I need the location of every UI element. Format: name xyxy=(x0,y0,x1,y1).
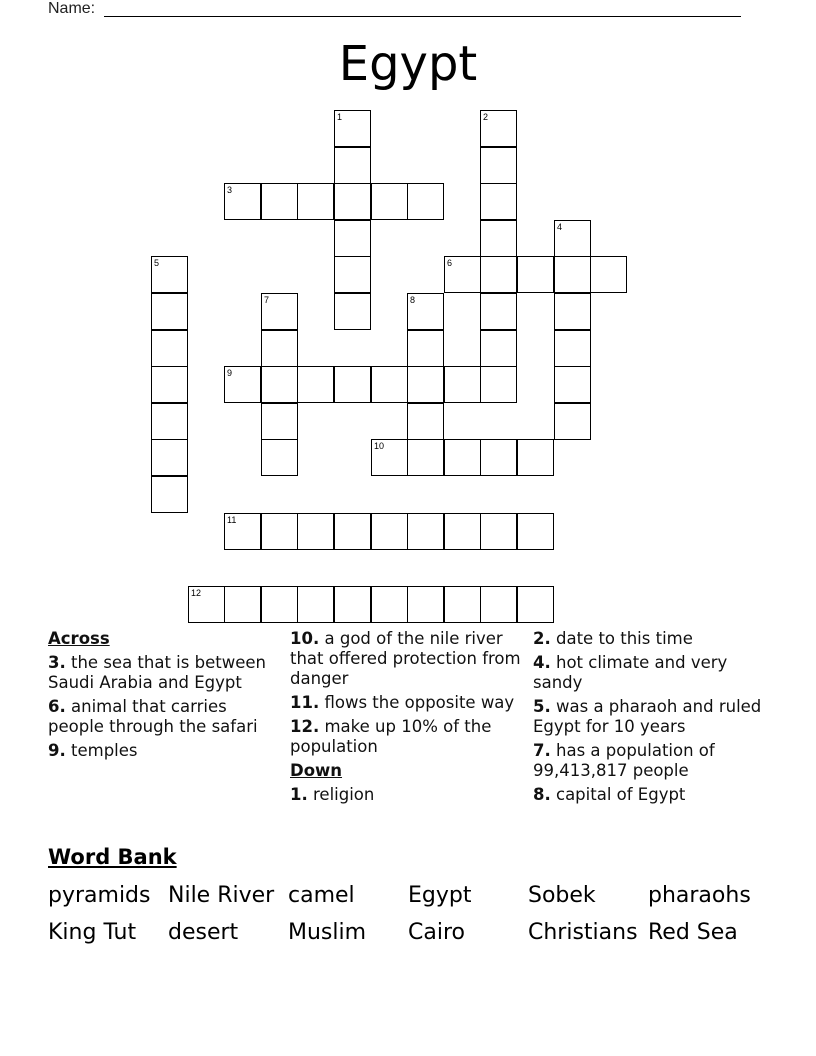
grid-cell[interactable] xyxy=(407,366,444,403)
grid-cell[interactable] xyxy=(444,513,481,550)
cell-number: 2 xyxy=(483,112,489,122)
grid-cell[interactable] xyxy=(334,110,371,147)
grid-cell[interactable] xyxy=(261,293,298,330)
word-bank-word: Sobek xyxy=(528,883,596,908)
cell-number: 8 xyxy=(410,295,416,305)
clue-column-1 xyxy=(48,629,284,765)
clue-item xyxy=(290,693,526,713)
cell-number: 9 xyxy=(227,368,233,378)
clue-text: was a pharaoh and ruled Egypt for 10 years xyxy=(533,697,762,736)
grid-cell[interactable] xyxy=(480,439,517,476)
grid-cell[interactable] xyxy=(334,147,371,184)
clue-text: make up 10% of the population xyxy=(290,717,492,756)
grid-cell[interactable] xyxy=(371,439,408,476)
grid-cell[interactable] xyxy=(334,220,371,257)
clue-item xyxy=(290,785,526,805)
grid-cell[interactable] xyxy=(444,256,481,293)
clue-number: 12. xyxy=(290,717,320,736)
clue-item xyxy=(290,717,526,757)
cell-number: 10 xyxy=(374,441,385,451)
grid-cell[interactable] xyxy=(151,256,188,293)
grid-cell[interactable] xyxy=(554,293,591,330)
clue-text: has a population of 99,413,817 people xyxy=(533,741,715,780)
clue-item xyxy=(533,653,769,693)
clue-item xyxy=(533,697,769,737)
grid-cell[interactable] xyxy=(297,586,334,623)
clue-item xyxy=(533,629,769,649)
grid-cell[interactable] xyxy=(224,366,261,403)
grid-cell[interactable] xyxy=(517,586,554,623)
clue-item xyxy=(533,741,769,781)
clue-item xyxy=(48,741,284,761)
grid-cell[interactable] xyxy=(554,220,591,257)
cell-number: 7 xyxy=(264,295,270,305)
grid-cell[interactable] xyxy=(407,513,444,550)
grid-cell[interactable] xyxy=(334,586,371,623)
cell-number: 5 xyxy=(154,258,160,268)
clue-number: 7. xyxy=(533,741,551,760)
grid-cell[interactable] xyxy=(334,513,371,550)
grid-cell[interactable] xyxy=(480,293,517,330)
cell-number: 6 xyxy=(447,258,453,268)
grid-cell[interactable] xyxy=(151,293,188,330)
word-bank-word: pharaohs xyxy=(648,883,751,908)
clue-item xyxy=(290,629,526,689)
grid-cell[interactable] xyxy=(480,586,517,623)
grid-cell[interactable] xyxy=(334,293,371,330)
grid-cell[interactable] xyxy=(188,586,225,623)
grid-cell[interactable] xyxy=(334,366,371,403)
clue-column-3 xyxy=(533,629,769,809)
grid-cell[interactable] xyxy=(517,513,554,550)
clue-number: 4. xyxy=(533,653,551,672)
grid-cell[interactable] xyxy=(334,183,371,220)
grid-cell[interactable] xyxy=(554,330,591,367)
grid-cell[interactable] xyxy=(224,183,261,220)
cell-number: 1 xyxy=(337,112,343,122)
grid-cell[interactable] xyxy=(297,183,334,220)
grid-cell[interactable] xyxy=(297,366,334,403)
down-heading: Down xyxy=(290,761,343,780)
grid-cell[interactable] xyxy=(371,513,408,550)
grid-cell[interactable] xyxy=(371,366,408,403)
grid-cell[interactable] xyxy=(480,256,517,293)
page-title: Egypt xyxy=(338,36,478,92)
grid-cell[interactable] xyxy=(444,366,481,403)
clue-text: flows the opposite way xyxy=(324,693,515,712)
word-bank-word: King Tut xyxy=(48,920,137,945)
word-bank-word: Egypt xyxy=(408,883,472,908)
grid-cell[interactable] xyxy=(407,183,444,220)
clue-item xyxy=(48,697,284,737)
clue-item xyxy=(48,653,284,693)
grid-cell[interactable] xyxy=(407,293,444,330)
grid-cell[interactable] xyxy=(151,330,188,367)
grid-cell[interactable] xyxy=(151,476,188,513)
across-heading: Across xyxy=(48,629,110,648)
word-bank-word: Muslim xyxy=(288,920,367,945)
grid-cell[interactable] xyxy=(590,256,627,293)
grid-cell[interactable] xyxy=(261,403,298,440)
grid-cell[interactable] xyxy=(407,586,444,623)
clue-number: 10. xyxy=(290,629,320,648)
clue-column-2 xyxy=(290,629,526,809)
clue-number: 5. xyxy=(533,697,551,716)
grid-cell[interactable] xyxy=(334,256,371,293)
grid-cell[interactable] xyxy=(371,586,408,623)
grid-cell[interactable] xyxy=(480,366,517,403)
cell-number: 4 xyxy=(557,222,563,232)
clue-text: animal that carries people through the safari xyxy=(48,697,258,736)
grid-cell[interactable] xyxy=(224,513,261,550)
grid-cell[interactable] xyxy=(261,366,298,403)
clue-text: temples xyxy=(71,741,138,760)
word-bank-title: Word Bank xyxy=(48,845,177,869)
grid-cell[interactable] xyxy=(261,183,298,220)
clue-text: the sea that is between Saudi Arabia and Egypt xyxy=(48,653,266,692)
cell-number: 11 xyxy=(227,515,237,525)
clue-text: a god of the nile river that offered protection from danger xyxy=(290,629,521,688)
grid-cell[interactable] xyxy=(517,256,554,293)
grid-cell[interactable] xyxy=(554,403,591,440)
clue-text: religion xyxy=(313,785,375,804)
cell-number: 3 xyxy=(227,185,233,195)
grid-cell[interactable] xyxy=(261,586,298,623)
grid-cell[interactable] xyxy=(517,439,554,476)
grid-cell[interactable] xyxy=(407,439,444,476)
clue-text: date to this time xyxy=(556,629,693,648)
grid-cell[interactable] xyxy=(480,330,517,367)
grid-cell[interactable] xyxy=(151,439,188,476)
grid-cell[interactable] xyxy=(297,513,334,550)
clue-number: 6. xyxy=(48,697,66,716)
clue-number: 3. xyxy=(48,653,66,672)
word-bank-word: desert xyxy=(168,920,239,945)
clue-text: hot climate and very sandy xyxy=(533,653,728,692)
grid-cell[interactable] xyxy=(224,586,261,623)
word-bank-word: pyramids xyxy=(48,883,151,908)
grid-cell[interactable] xyxy=(444,439,481,476)
clue-item xyxy=(533,785,769,805)
grid-cell[interactable] xyxy=(480,183,517,220)
grid-cell[interactable] xyxy=(261,330,298,367)
clue-number: 1. xyxy=(290,785,308,804)
grid-cell[interactable] xyxy=(444,586,481,623)
grid-cell[interactable] xyxy=(371,183,408,220)
grid-cell[interactable] xyxy=(407,330,444,367)
word-bank-word: Cairo xyxy=(408,920,465,945)
name-line[interactable] xyxy=(104,16,741,17)
name-label: Name: xyxy=(48,0,96,17)
grid-cell[interactable] xyxy=(261,439,298,476)
grid-cell[interactable] xyxy=(261,513,298,550)
clue-text: capital of Egypt xyxy=(556,785,686,804)
grid-cell[interactable] xyxy=(554,256,591,293)
grid-cell[interactable] xyxy=(151,366,188,403)
grid-cell[interactable] xyxy=(480,147,517,184)
clue-number: 2. xyxy=(533,629,551,648)
cell-number: 12 xyxy=(191,588,202,598)
grid-cell[interactable] xyxy=(480,220,517,257)
clue-number: 9. xyxy=(48,741,66,760)
grid-cell[interactable] xyxy=(480,110,517,147)
clue-number: 8. xyxy=(533,785,551,804)
word-bank-word: camel xyxy=(288,883,355,908)
clue-number: 11. xyxy=(290,693,320,712)
grid-cell[interactable] xyxy=(407,403,444,440)
word-bank-word: Christians xyxy=(528,920,638,945)
word-bank-word: Red Sea xyxy=(648,920,738,945)
grid-cell[interactable] xyxy=(151,403,188,440)
word-bank-word: Nile River xyxy=(168,883,275,908)
grid-cell[interactable] xyxy=(554,366,591,403)
grid-cell[interactable] xyxy=(480,513,517,550)
